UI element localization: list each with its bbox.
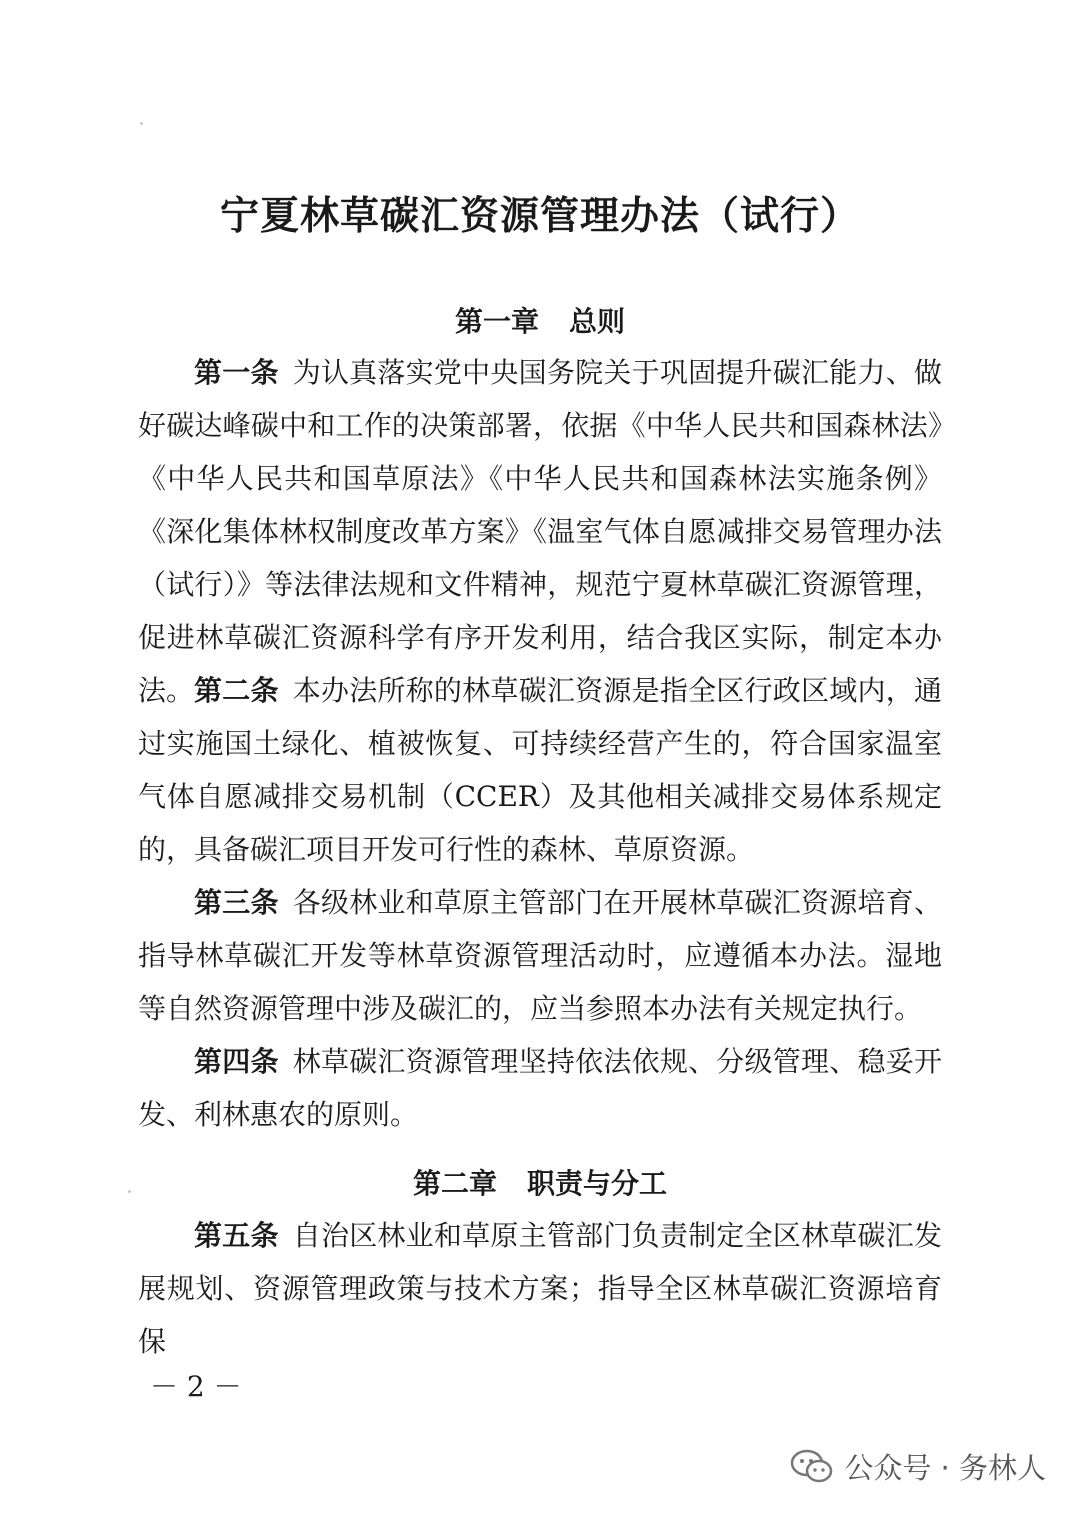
page-number: － 2 － (150, 1370, 242, 1403)
chapter-1-name: 总则 (569, 305, 626, 338)
scan-speck (140, 122, 143, 125)
article-1 (138, 346, 942, 717)
article-2-label: 第二条 (194, 674, 279, 707)
article-1-text: 为认真落实党中央国务院关于巩固提升碳汇能力、做好碳达峰碳中和工作的决策部署，依据《中华人民共和国森林法》《中华人民共和国草原法》《中华人民共和国森林法实施条例》《深化集体林权制度改革方案》《温室气体自愿减排交易管理办法（试行）》等法律法规和文件精神，规范宁夏林草碳汇资源管理，促进林草碳汇资源科学有序开发利用，结合我区实际，制定本办法。 (138, 356, 942, 707)
chapter-2-number: 第二章 (412, 1167, 497, 1200)
article-4-label: 第四条 (194, 1045, 279, 1078)
article-5-text: 自治区林业和草原主管部门负责制定全区林草碳汇发展规划、资源管理政策与技术方案；指导全区林草碳汇资源培育保 (138, 1219, 942, 1358)
document-title: 宁夏林草碳汇资源管理办法（试行） (219, 193, 860, 239)
article-2-text: 本办法所称的林草碳汇资源是指全区行政区域内，通过实施国土绿化、植被恢复、可持续经营产生的，符合国家温室气体自愿减排交易机制（CCER）及其他相关减排交易体系规定的，具备碳汇项目开发可行性的森林、草原资源。 (138, 674, 942, 866)
article-4-text: 林草碳汇资源管理坚持依法依规、分级管理、稳妥开发、利林惠农的原则。 (138, 1045, 942, 1131)
article-2 (138, 664, 942, 876)
chapter-1-heading (0, 300, 1080, 344)
watermark (790, 1446, 1046, 1487)
chapter-1-number: 第一章 (454, 305, 539, 338)
article-5 (138, 1209, 942, 1368)
article-3 (138, 876, 942, 1035)
article-5-label: 第五条 (194, 1219, 279, 1252)
article-3-label: 第三条 (194, 886, 279, 919)
chapter-2-heading (0, 1162, 1080, 1206)
wechat-icon (790, 1447, 834, 1487)
watermark-text: 公众号 · 务林人 (844, 1451, 1046, 1485)
article-4 (138, 1035, 942, 1141)
chapter-2-name: 职责与分工 (527, 1167, 668, 1200)
article-1-label: 第一条 (194, 356, 279, 389)
article-3-text: 各级林业和草原主管部门在开展林草碳汇资源培育、指导林草碳汇开发等林草资源管理活动时，应遵循本办法。湿地等自然资源管理中涉及碳汇的，应当参照本办法有关规定执行。 (138, 886, 942, 1025)
